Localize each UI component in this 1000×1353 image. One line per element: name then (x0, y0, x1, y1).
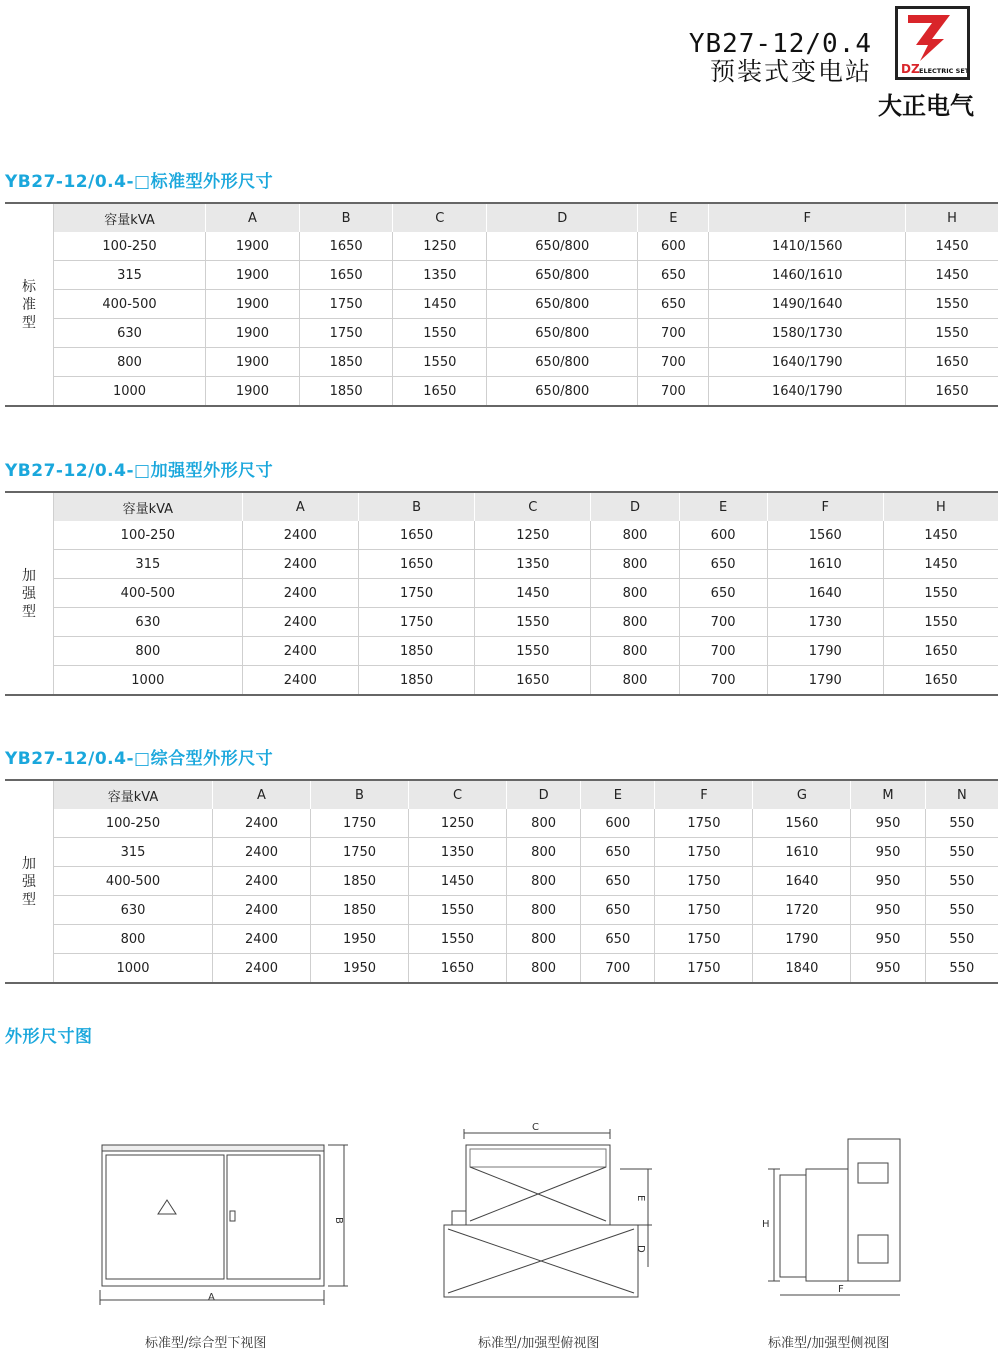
table-cell: 1000 (54, 666, 243, 696)
table-cell: 1650 (906, 348, 998, 377)
table-cell: 550 (925, 896, 998, 925)
table-cell: 800 (506, 925, 580, 954)
table-cell: 650/800 (487, 232, 638, 261)
column-header: E (638, 203, 709, 232)
table-cell: 800 (54, 348, 206, 377)
table-cell: 1750 (655, 896, 753, 925)
table-cell: 1900 (206, 319, 300, 348)
table-cell: 1450 (906, 261, 998, 290)
section-title-combined: YB27-12/0.4-□综合型外形尺寸 (5, 749, 274, 769)
column-header: B (299, 203, 393, 232)
table-cell: 1000 (54, 377, 206, 407)
table-row (5, 261, 998, 290)
table-row (5, 637, 998, 666)
table-cell: 1250 (393, 232, 487, 261)
table-cell: 650 (638, 261, 709, 290)
column-header: H (906, 203, 998, 232)
table-cell: 1790 (767, 666, 883, 696)
column-header: B (358, 492, 474, 521)
table-cell: 1640 (767, 579, 883, 608)
table-cell: 1610 (753, 838, 851, 867)
table-cell: 1720 (753, 896, 851, 925)
table-header-row (5, 492, 998, 521)
column-header: C (408, 780, 506, 809)
table-cell: 1640/1790 (709, 377, 906, 407)
table-cell: 1900 (206, 232, 300, 261)
table-row (5, 319, 998, 348)
table-cell: 1730 (767, 608, 883, 637)
table-cell: 1950 (311, 925, 409, 954)
table-cell: 1550 (906, 290, 998, 319)
table-cell: 800 (591, 666, 679, 696)
caption-front-view: 标准型/综合型下视图 (145, 1336, 267, 1351)
table-cell: 2400 (242, 550, 358, 579)
table-cell: 1250 (408, 809, 506, 838)
column-header: 容量kVA (54, 203, 206, 232)
spec-table-standard (5, 202, 998, 407)
table-cell: 1460/1610 (709, 261, 906, 290)
spec-table-combined (5, 779, 998, 984)
column-header: E (679, 492, 767, 521)
table-cell: 2400 (213, 867, 311, 896)
logo-tagline: ELECTRIC SET (919, 67, 967, 75)
table-cell: 630 (54, 608, 243, 637)
table-cell: 1900 (206, 290, 300, 319)
column-header: D (487, 203, 638, 232)
side-label-text: 加强型 (22, 855, 36, 908)
table-cell: 700 (679, 608, 767, 637)
table-cell: 1650 (358, 521, 474, 550)
table-cell: 950 (851, 925, 925, 954)
side-view-drawing (750, 1135, 920, 1305)
table-cell: 1450 (393, 290, 487, 319)
table-cell: 1850 (358, 637, 474, 666)
table-side-label (5, 780, 54, 983)
table-cell: 1850 (299, 377, 393, 407)
caption-side-view: 标准型/加强型侧视图 (768, 1336, 890, 1351)
table-cell: 550 (925, 809, 998, 838)
table-cell: 1250 (475, 521, 591, 550)
dim-label-e: E (635, 1195, 646, 1202)
brand-name: 大正电气 (878, 92, 974, 120)
column-header: 容量kVA (54, 780, 213, 809)
table-cell: 100-250 (54, 232, 206, 261)
table-cell: 1450 (883, 550, 998, 579)
table-cell: 2400 (213, 809, 311, 838)
front-view-drawing (92, 1135, 362, 1310)
column-header: F (655, 780, 753, 809)
table-row (5, 348, 998, 377)
table-cell: 400-500 (54, 867, 213, 896)
table-cell: 1640 (753, 867, 851, 896)
side-label-text: 加强型 (22, 567, 36, 620)
table-cell: 550 (925, 867, 998, 896)
table-cell: 950 (851, 954, 925, 984)
table-cell: 1450 (883, 521, 998, 550)
section-title-standard: YB27-12/0.4-□标准型外形尺寸 (5, 172, 274, 192)
table-cell: 1650 (883, 637, 998, 666)
column-header: E (581, 780, 655, 809)
table-cell: 800 (506, 838, 580, 867)
table-cell: 1650 (475, 666, 591, 696)
table-cell: 1650 (299, 261, 393, 290)
table-cell: 1450 (408, 867, 506, 896)
table-cell: 315 (54, 550, 243, 579)
table-cell: 650 (679, 579, 767, 608)
table-cell: 2400 (242, 521, 358, 550)
column-header: N (925, 780, 998, 809)
table-cell: 100-250 (54, 521, 243, 550)
table-cell: 1790 (753, 925, 851, 954)
table-cell: 1650 (883, 666, 998, 696)
table-cell: 1750 (299, 319, 393, 348)
table-cell: 600 (679, 521, 767, 550)
table-cell: 1750 (655, 809, 753, 838)
table-cell: 950 (851, 867, 925, 896)
table-cell: 400-500 (54, 290, 206, 319)
column-header: G (753, 780, 851, 809)
table-cell: 1790 (767, 637, 883, 666)
table-cell: 600 (581, 809, 655, 838)
table-header-row (5, 203, 998, 232)
column-header: C (393, 203, 487, 232)
table-cell: 1850 (299, 348, 393, 377)
table-cell: 800 (591, 579, 679, 608)
table-cell: 1560 (753, 809, 851, 838)
table-cell: 1850 (311, 867, 409, 896)
table-cell: 2400 (213, 838, 311, 867)
table-cell: 700 (581, 954, 655, 984)
table-cell: 1550 (475, 637, 591, 666)
table-side-label (5, 203, 54, 406)
table-cell: 100-250 (54, 809, 213, 838)
table-cell: 1750 (655, 954, 753, 984)
table-row (5, 925, 998, 954)
column-header: D (591, 492, 679, 521)
table-cell: 2400 (213, 896, 311, 925)
table-cell: 630 (54, 896, 213, 925)
column-header: A (242, 492, 358, 521)
table-cell: 2400 (242, 579, 358, 608)
column-header: H (883, 492, 998, 521)
table-cell: 1560 (767, 521, 883, 550)
table-cell: 650 (638, 290, 709, 319)
table-cell: 1750 (311, 809, 409, 838)
table-cell: 1650 (299, 232, 393, 261)
table-cell: 1850 (358, 666, 474, 696)
table-cell: 1640/1790 (709, 348, 906, 377)
table-cell: 800 (591, 637, 679, 666)
table-cell: 1410/1560 (709, 232, 906, 261)
table-cell: 950 (851, 809, 925, 838)
table-cell: 650/800 (487, 261, 638, 290)
table-cell: 1750 (655, 838, 753, 867)
table-cell: 800 (591, 550, 679, 579)
table-cell: 1750 (299, 290, 393, 319)
table-cell: 700 (638, 319, 709, 348)
table-cell: 700 (679, 637, 767, 666)
table-cell: 800 (506, 809, 580, 838)
table-cell: 600 (638, 232, 709, 261)
table-cell: 550 (925, 954, 998, 984)
table-cell: 1000 (54, 954, 213, 984)
table-cell: 800 (54, 925, 213, 954)
table-cell: 1550 (906, 319, 998, 348)
table-header-row (5, 780, 998, 809)
table-side-label (5, 492, 54, 695)
table-cell: 315 (54, 261, 206, 290)
table-cell: 1750 (655, 867, 753, 896)
table-cell: 650/800 (487, 377, 638, 407)
table-cell: 630 (54, 319, 206, 348)
table-row (5, 896, 998, 925)
table-cell: 650 (679, 550, 767, 579)
table-row (5, 867, 998, 896)
table-row (5, 838, 998, 867)
table-cell: 1750 (655, 925, 753, 954)
spec-table-reinforced (5, 491, 998, 696)
table-cell: 1650 (358, 550, 474, 579)
table-cell: 700 (638, 348, 709, 377)
side-label-text: 标准型 (22, 278, 36, 331)
table-cell: 800 (506, 896, 580, 925)
dim-label-f: F (838, 1284, 844, 1295)
header-title (689, 30, 872, 86)
table-cell: 1450 (475, 579, 591, 608)
section-title-reinforced: YB27-12/0.4-□加强型外形尺寸 (5, 461, 274, 481)
table-cell: 1750 (358, 608, 474, 637)
table-cell: 800 (591, 521, 679, 550)
table-cell: 1840 (753, 954, 851, 984)
table-cell: 650 (581, 896, 655, 925)
top-view-drawing (440, 1117, 660, 1302)
caption-top-view: 标准型/加强型俯视图 (478, 1336, 600, 1351)
table-cell: 650/800 (487, 290, 638, 319)
section-title-drawings: 外形尺寸图 (5, 1027, 93, 1047)
table-cell: 1550 (883, 579, 998, 608)
table-cell: 1580/1730 (709, 319, 906, 348)
table-cell: 550 (925, 838, 998, 867)
table-cell: 1850 (311, 896, 409, 925)
column-header: A (213, 780, 311, 809)
table-cell: 1750 (358, 579, 474, 608)
column-header: D (506, 780, 580, 809)
table-cell: 1350 (408, 838, 506, 867)
table-cell: 1550 (475, 608, 591, 637)
table-cell: 1650 (906, 377, 998, 407)
table-cell: 800 (54, 637, 243, 666)
table-cell: 950 (851, 896, 925, 925)
table-cell: 1950 (311, 954, 409, 984)
table-cell: 650/800 (487, 319, 638, 348)
column-header: A (206, 203, 300, 232)
dim-label-h: H (762, 1219, 770, 1230)
table-cell: 1900 (206, 348, 300, 377)
table-cell: 800 (506, 954, 580, 984)
table-cell: 700 (679, 666, 767, 696)
table-cell: 550 (925, 925, 998, 954)
table-cell: 1900 (206, 261, 300, 290)
table-cell: 650 (581, 867, 655, 896)
table-cell: 1350 (475, 550, 591, 579)
table-row (5, 521, 998, 550)
table-cell: 1550 (883, 608, 998, 637)
dim-label-b: B (333, 1217, 344, 1224)
table-cell: 650/800 (487, 348, 638, 377)
table-cell: 1350 (393, 261, 487, 290)
column-header: M (851, 780, 925, 809)
table-cell: 650 (581, 925, 655, 954)
table-cell: 1490/1640 (709, 290, 906, 319)
product-subtitle: 预装式变电站 (709, 57, 872, 86)
table-cell: 2400 (242, 608, 358, 637)
table-cell: 1550 (408, 925, 506, 954)
table-cell: 1650 (393, 377, 487, 407)
table-row (5, 809, 998, 838)
table-cell: 800 (591, 608, 679, 637)
column-header: F (709, 203, 906, 232)
dim-label-c: C (532, 1122, 539, 1133)
column-header: C (475, 492, 591, 521)
table-row (5, 579, 998, 608)
table-cell: 950 (851, 838, 925, 867)
column-header: 容量kVA (54, 492, 243, 521)
table-cell: 1550 (393, 348, 487, 377)
table-cell: 1450 (906, 232, 998, 261)
table-cell: 2400 (213, 925, 311, 954)
dim-label-d: D (635, 1245, 646, 1253)
table-row (5, 954, 998, 984)
table-cell: 800 (506, 867, 580, 896)
logo-letters: DZ (901, 62, 920, 76)
table-cell: 2400 (242, 666, 358, 696)
table-cell: 1650 (408, 954, 506, 984)
table-cell: 2400 (213, 954, 311, 984)
table-cell: 315 (54, 838, 213, 867)
model-name: YB27-12/0.4 (688, 29, 872, 59)
table-cell: 650 (581, 838, 655, 867)
table-cell: 1550 (408, 896, 506, 925)
column-header: F (767, 492, 883, 521)
table-row (5, 608, 998, 637)
dim-label-a: A (208, 1292, 215, 1303)
table-row (5, 232, 998, 261)
table-cell: 2400 (242, 637, 358, 666)
table-cell: 700 (638, 377, 709, 407)
table-row (5, 290, 998, 319)
table-row (5, 666, 998, 696)
brand-logo (895, 6, 970, 80)
table-cell: 1550 (393, 319, 487, 348)
table-cell: 400-500 (54, 579, 243, 608)
column-header: B (311, 780, 409, 809)
table-row (5, 377, 998, 407)
table-row (5, 550, 998, 579)
table-cell: 1610 (767, 550, 883, 579)
table-cell: 1750 (311, 838, 409, 867)
table-cell: 1900 (206, 377, 300, 407)
